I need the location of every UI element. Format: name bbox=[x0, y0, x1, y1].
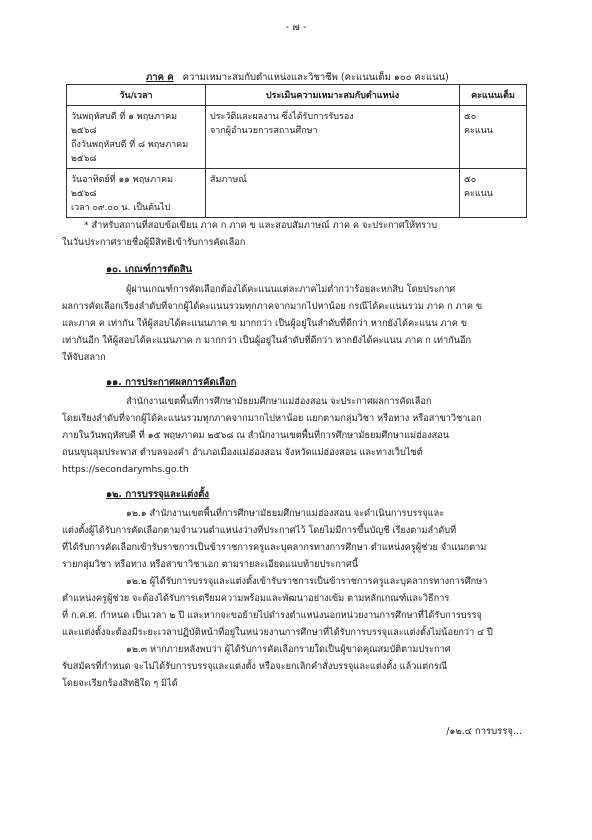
table-row bbox=[67, 106, 527, 169]
section-title-text: ความเหมาะสมกับตำแหน่งและวิชาชีพ (คะแนนเต็ม ๑๐๐ คะแนน) bbox=[182, 72, 449, 83]
paragraph-line: แต่งตั้งผู้ได้รับการคัดเลือกตามจำนวนตำแหน่งว่างที่ประกาศไว้ โดยไม่มีการขึ้นบัญชี เรียงตามลำดับที่ bbox=[62, 525, 457, 536]
col-header-date: วัน/เวลา bbox=[67, 85, 206, 106]
cell-line: ๕๐ bbox=[464, 175, 477, 185]
paragraph-line: รับสมัครที่กำหนด จะไม่ได้รับการบรรจุและแต่งตั้ง หรือจะยกเลิกคำสั่งบรรจุและแต่งตั้ง แล้วแต่กรณี bbox=[62, 661, 448, 672]
section-heading: ๑๒. การบรรจุและแต่งตั้ง bbox=[106, 489, 209, 500]
paragraph-line: โดยเรียงลำดับที่จากผู้ได้คะแนนรวมทุกภาคจากมากไปหาน้อย แยกตามกลุ่มวิชา หรือทาง หรือสาขาวิชาเอก bbox=[62, 413, 482, 424]
paragraph-line: ๑๒.๒ ผู้ได้รับการบรรจุและแต่งตั้งเข้ารับราชการเป็นข้าราชการครูและบุคลากรทางการศึกษา bbox=[126, 576, 488, 587]
cell-score bbox=[460, 169, 527, 218]
note-line: ในวันประกาศรายชื่อผู้มีสิทธิเข้ารับการคัดเลือก bbox=[62, 237, 246, 248]
paragraph-line: ตำแหน่งครูผู้ช่วย จะต้องได้รับการเตรียมความพร้อมและพัฒนาอย่างเข้ม ตามหลักเกณฑ์และวิธีการ bbox=[62, 593, 450, 604]
table-header-row bbox=[67, 85, 527, 106]
paragraph-line: ถนนขุนลุมประพาส ตำบลจองคำ อำเภอเมืองแม่ฮ่องสอน จังหวัดแม่ฮ่องสอน และทางเว็บไซต์ bbox=[62, 447, 423, 458]
website-link[interactable]: https://secondarymhs.go.th bbox=[62, 464, 189, 475]
section-heading: ๑๑. การประกาศผลการคัดเลือก bbox=[106, 377, 237, 388]
paragraph-line: ที่ได้รับการคัดเลือกเข้ารับราชการเป็นข้าราชการครูและบุคลากรทางการศึกษา ตำแหน่งครูผู้ช่วย จำแนกตาม bbox=[62, 542, 487, 553]
paragraph-line: และภาค ค เท่ากัน ให้ผู้สอบได้คะแนนภาค ข มากกว่า เป็นผู้อยู่ในลำดับที่ดีกว่า หากยังได้คะแนน ภาค ข bbox=[62, 318, 468, 329]
paragraph-line: ภายในวันพฤหัสบดี ที่ ๑๕ พฤษภาคม ๒๕๖๘ ณ สำนักงานเขตพื้นที่การศึกษามัธยมศึกษาแม่ฮ่องสอน bbox=[62, 430, 450, 441]
paragraph-line: และแต่งตั้งจะต้องมีระยะเวลาปฏิบัติหน้าที่อยู่ในหน่วยงานการศึกษาที่ได้รับการบรรจุและแต่งตั้งไม่น้อยกว่า ๔ ปี bbox=[62, 627, 493, 638]
cell-line: วันพฤหัสบดี ที่ ๑ พฤษภาคม ๒๕๖๘ bbox=[71, 112, 178, 136]
table-row bbox=[67, 169, 527, 218]
page-number: - ๗ - bbox=[285, 22, 307, 33]
paragraph-line: ที่ ก.ค.ศ. กำหนด เป็นเวลา ๒ ปี และหากจะขอย้ายไปดำรงตำแหน่งนอกหน่วยงานการศึกษาที่ได้รับการบรรจุ bbox=[62, 610, 482, 621]
cell-line: คะแนน bbox=[464, 189, 493, 199]
cell-date bbox=[67, 106, 206, 169]
paragraph-line: รายกลุ่มวิชา หรือทาง หรือสาขาวิชาเอก ตามรายละเอียดแนบท้ายประกาศนี้ bbox=[62, 559, 359, 570]
paragraph-line: ๑๒.๑ สำนักงานเขตพื้นที่การศึกษามัธยมศึกษาแม่ฮ่องสอน จะดำเนินการบรรจุและ bbox=[126, 508, 445, 519]
cell-line: ๕๐ bbox=[464, 112, 477, 122]
cell-score bbox=[460, 106, 527, 169]
cell-line: คะแนน bbox=[464, 126, 493, 136]
section-title bbox=[146, 70, 449, 85]
cell-line: วันอาทิตย์ที่ ๑๑ พฤษภาคม ๒๕๖๘ bbox=[71, 175, 174, 199]
section-heading: ๑๐. เกณฑ์การตัดสิน bbox=[106, 264, 193, 275]
cell-line: สัมภาษณ์ bbox=[210, 175, 247, 185]
cell-line: ถึงวันพฤหัสบดี ที่ ๘ พฤษภาคม ๒๕๖๘ bbox=[71, 140, 189, 164]
section-label: ภาค ค bbox=[146, 72, 174, 83]
paragraph-line: ผู้ผ่านเกณฑ์การคัดเลือกต้องได้คะแนนแต่ละภาคไม่ต่ำกว่าร้อยละหกสิบ โดยประกาศ bbox=[126, 284, 456, 295]
paragraph-line: เท่ากันอีก ให้ผู้สอบได้คะแนนภาค ก มากกว่า เป็นผู้อยู่ในลำดับที่ดีกว่า หากยังได้คะแนน ภาค ก เท่ากันอีก bbox=[62, 335, 472, 346]
cell-date bbox=[67, 169, 206, 218]
continuation-marker: /๑๒.๔ การบรรจุ... bbox=[446, 726, 522, 737]
paragraph-line: โดยจะเรียกร้องสิทธิใด ๆ มิได้ bbox=[62, 678, 178, 689]
cell-assessment bbox=[206, 169, 460, 218]
col-header-assessment: ประเมินความเหมาะสมกับตำแหน่ง bbox=[206, 85, 460, 106]
col-header-score: คะแนนเต็ม bbox=[460, 85, 527, 106]
cell-line: ประวัติและผลงาน ซึ่งได้รับการรับรอง bbox=[210, 112, 354, 122]
paragraph-line: สำนักงานเขตพื้นที่การศึกษามัธยมศึกษาแม่ฮ่องสอน จะประกาศผลการคัดเลือก bbox=[126, 396, 432, 407]
paragraph-line: ผลการคัดเลือกเรียงลำดับที่จากผู้ได้คะแนนรวมทุกภาคจากมากไปหาน้อย กรณีได้คะแนนรวม ภาค ก ภาค ข bbox=[62, 301, 483, 312]
cell-assessment bbox=[206, 106, 460, 169]
paragraph-line: ๑๒.๓ หากภายหลังพบว่า ผู้ได้รับการคัดเลือกรายใดเป็นผู้ขาดคุณสมบัติตามประกาศ bbox=[126, 644, 451, 655]
cell-line: เวลา ๐๙.๐๐ น. เป็นต้นไป bbox=[71, 203, 171, 213]
schedule-table bbox=[66, 84, 527, 218]
paragraph-line: ให้จับสลาก bbox=[62, 352, 106, 363]
note-line: * สำหรับสถานที่สอบข้อเขียน ภาค ก ภาค ข และสอบสัมภาษณ์ ภาค ค จะประกาศให้ทราบ bbox=[84, 220, 438, 231]
cell-line: จากผู้อำนวยการสถานศึกษา bbox=[210, 126, 318, 136]
